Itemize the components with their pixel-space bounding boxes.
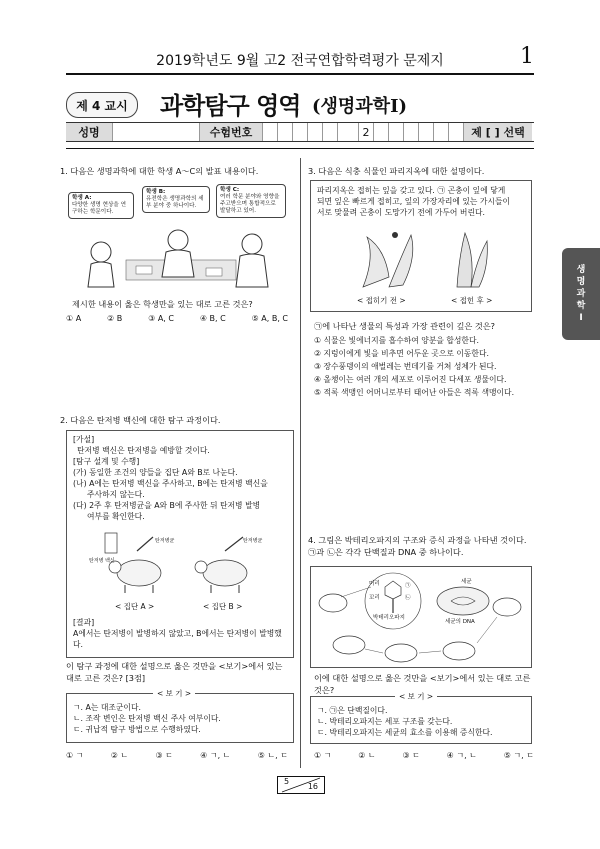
choice-1[interactable]: ① ㄱ — [66, 751, 84, 760]
section-rule — [66, 148, 534, 149]
choice-3[interactable]: ③ ㄷ — [402, 751, 420, 760]
q1-prompt: 제시한 내용이 옳은 학생만을 있는 대로 고른 것은? — [72, 299, 253, 309]
speech-bubble-a — [68, 192, 134, 219]
column-divider — [300, 158, 301, 768]
choice-5[interactable]: ⑤ ㄴ, ㄷ — [257, 751, 288, 760]
q2-stem: 2. 다음은 탄저병 백신에 대한 탐구 과정이다. — [60, 415, 221, 425]
exam-header-title: 2019학년도 9월 고2 전국연합학력평가 문제지 — [156, 53, 444, 69]
label-tail: 꼬리 — [369, 595, 380, 601]
option-1[interactable]: ① 식물은 빛에너지를 흡수하여 양분을 합성한다. — [314, 336, 479, 345]
q2-choices — [66, 750, 288, 761]
q3-prompt: ㉠에 나타난 생물의 특성과 가장 관련이 깊은 것은? — [314, 321, 496, 331]
label-b: ㉡ — [405, 595, 411, 601]
period-badge: 제 4 교시 — [66, 92, 138, 118]
subject-title: 과학탐구 영역 — [160, 91, 301, 120]
elective-select-label: 제 [ ] 선택 — [464, 123, 532, 141]
q2-result — [73, 617, 287, 650]
q4-prompt: 이에 대한 설명으로 옳은 것만을 <보기>에서 있는 대로 고른 것은? — [314, 673, 531, 695]
bubble-speaker: 학생 C: — [220, 187, 240, 193]
exam-number-box[interactable]: 2 — [359, 123, 374, 141]
label-bacterial-dna: 세균의 DNA — [445, 619, 475, 625]
caption-after: < 접힌 후 > — [451, 296, 493, 305]
subject-subtitle: (생명과학Ⅰ) — [312, 96, 408, 117]
exam-number-box[interactable] — [278, 123, 293, 141]
option-2[interactable]: ② 지렁이에게 빛을 비추면 어두운 곳으로 이동한다. — [314, 349, 489, 358]
header-rule — [66, 73, 534, 75]
bacteria-label-a: 탄저병균 — [155, 538, 175, 544]
caption-before: < 접히기 전 > — [357, 296, 406, 305]
side-tab-char: 명 — [576, 277, 586, 287]
bogi-item: ㄱ. A는 대조군이다. — [73, 703, 141, 712]
bogi-item: ㄴ. 조작 변인은 탄저병 백신 주사 여부이다. — [73, 714, 221, 723]
box-line: (가) 동일한 조건의 양들을 집단 A와 B로 나눈다. — [73, 468, 238, 477]
bacteria-label-b: 탄저병균 — [243, 538, 263, 544]
label-head: 머리 — [369, 581, 380, 587]
side-tab-char: Ⅰ — [579, 313, 583, 323]
choice-1[interactable]: ① ㄱ — [314, 751, 332, 760]
option-5[interactable]: ⑤ 적록 색맹인 어머니로부터 태어난 아들은 적록 색맹이다. — [314, 388, 515, 397]
exam-number-separator — [338, 123, 359, 141]
box-line: 파리지옥은 접히는 잎을 갖고 있다. ㉠ 곤충이 잎에 닿게 — [317, 186, 506, 195]
choice-1[interactable]: ① A — [66, 314, 82, 323]
q1-illustration — [66, 182, 284, 292]
side-tab-char: 생 — [576, 265, 586, 275]
vaccine-label: 탄저병 백신 — [89, 558, 115, 564]
choice-4[interactable]: ④ B, C — [199, 314, 226, 323]
exam-number-box[interactable] — [308, 123, 323, 141]
exam-number-box[interactable] — [404, 123, 419, 141]
venus-flytrap-illustration — [345, 227, 505, 289]
bubble-text: 다양한 생명 현상을 연구하는 학문이다. — [72, 202, 126, 215]
choice-2[interactable]: ② B — [107, 314, 123, 323]
choice-4[interactable]: ④ ㄱ, ㄴ — [446, 751, 477, 760]
label-a: ㉠ — [405, 583, 411, 589]
q1-stem: 1. 다음은 생명과학에 대한 학생 A～C의 발표 내용이다. — [60, 166, 259, 176]
exam-number-box[interactable] — [389, 123, 404, 141]
exam-number-box[interactable] — [263, 123, 278, 141]
bogi-item: ㄷ. 귀납적 탐구 방법으로 수행하였다. — [73, 725, 201, 734]
choice-5[interactable]: ⑤ ㄱ, ㄷ — [503, 751, 534, 760]
choice-5[interactable]: ⑤ A, B, C — [251, 314, 288, 323]
exam-number-box[interactable] — [449, 123, 464, 141]
box-line: (다) 2주 후 탄저병균을 A와 B에 주사한 뒤 탄저병 발병 — [73, 501, 261, 510]
choice-2[interactable]: ② ㄴ — [110, 751, 129, 760]
q4-stem: 4. 그림은 박테리오파지의 구조와 증식 과정을 나타낸 것이다. ㉠과 ㉡은 각각 단백질과 DNA 중 하나이다. — [308, 535, 527, 557]
box-line: (나) A에는 탄저병 백신을 주사하고, B에는 탄저병 백신을 — [73, 479, 268, 488]
bubble-text: 유전학은 생명과학의 세부 분야 중 하나이다. — [146, 196, 204, 209]
q4-diagram-box — [310, 566, 532, 668]
bogi-title: < 보 기 > — [153, 688, 195, 699]
result-title: [결과] — [73, 618, 95, 627]
q4-bogi-box — [310, 692, 532, 744]
exam-number-box[interactable] — [323, 123, 338, 141]
bubble-text: 여러 학문 분야와 영향을 주고받으며 통합적으로 발달하고 있어. — [220, 194, 280, 214]
group-b-caption: < 집단 B > — [203, 602, 243, 611]
candidate-info-row — [66, 122, 534, 142]
bubble-speaker: 학생 A: — [72, 195, 92, 201]
side-tab-char: 학 — [576, 301, 586, 311]
label-phage: 박테리오파지 — [373, 615, 405, 621]
q2-bogi-box — [66, 689, 294, 743]
exam-number-label: 수험번호 — [200, 123, 263, 141]
bogi-item: ㄴ. 박테리오파지는 세포 구조를 갖는다. — [317, 717, 453, 726]
q2-prompt: 이 탐구 과정에 대한 설명으로 옳은 것만을 <보기>에서 있는 대로 고른 것은? [3점] — [66, 661, 283, 683]
option-3[interactable]: ③ 장수풍뎅이의 애벌레는 번데기를 거쳐 성체가 된다. — [314, 362, 497, 371]
bogi-title: < 보 기 > — [395, 691, 437, 702]
side-tab-char: 과 — [576, 289, 586, 299]
option-4[interactable]: ④ 올챙이는 여러 개의 세포로 이루어진 다세포 생물이다. — [314, 375, 507, 384]
bubble-speaker: 학생 B: — [146, 189, 166, 195]
box-line: 여부를 확인한다. — [87, 512, 145, 521]
choice-3[interactable]: ③ ㄷ — [155, 751, 173, 760]
subject-side-tab — [562, 248, 600, 340]
box-line: 서로 맞물려 곤충이 도망가기 전에 가두어 버린다. — [317, 208, 485, 217]
exam-number-box[interactable] — [434, 123, 449, 141]
result-text: A에서는 탄저병이 발병하지 않았고, B에서는 탄저병이 발병했다. — [73, 629, 282, 649]
group-a-caption: < 집단 A > — [115, 602, 155, 611]
box-line: [가설] — [73, 435, 95, 444]
speech-bubble-b — [142, 186, 210, 213]
speech-bubble-c — [216, 184, 286, 218]
page-indicator — [277, 776, 325, 794]
name-label: 성명 — [66, 123, 113, 141]
choice-2[interactable]: ② ㄴ — [358, 751, 376, 760]
bogi-item: ㄷ. 박테리오파지는 세균의 효소를 이용해 증식한다. — [317, 728, 493, 737]
bogi-item: ㄱ. ㉠은 단백질이다. — [317, 706, 388, 715]
label-bacterium: 세균 — [461, 579, 472, 585]
q3-description-box — [310, 180, 532, 312]
bacteriophage-cycle-diagram — [311, 567, 531, 667]
choice-3[interactable]: ③ A, C — [148, 314, 174, 323]
exam-number-box[interactable] — [293, 123, 308, 141]
page-current: 5 — [284, 777, 290, 786]
box-line: 탄저병 백신은 탄저병을 예방할 것이다. — [77, 446, 210, 455]
box-line: 주사하지 않는다. — [87, 490, 145, 499]
q4-choices — [314, 750, 534, 761]
box-line: [탐구 설계 및 수행] — [73, 457, 140, 466]
exam-number-box[interactable] — [419, 123, 434, 141]
box-line: 되면 잎은 빠르게 접히고, 잎의 가장자리에 있는 가시들이 — [317, 197, 511, 206]
page-total: 16 — [307, 782, 318, 791]
q1-choices — [66, 314, 288, 323]
name-field[interactable] — [113, 123, 200, 141]
q2-experiment-box — [66, 430, 294, 658]
choice-4[interactable]: ④ ㄱ, ㄴ — [200, 751, 231, 760]
q3-stem: 3. 다음은 식충 식물인 파리지옥에 대한 설명이다. — [308, 166, 485, 176]
sheep-injection-illustration — [97, 531, 267, 595]
q3-options — [314, 334, 536, 399]
page-number: 1 — [520, 44, 534, 69]
exam-number-box[interactable] — [374, 123, 389, 141]
